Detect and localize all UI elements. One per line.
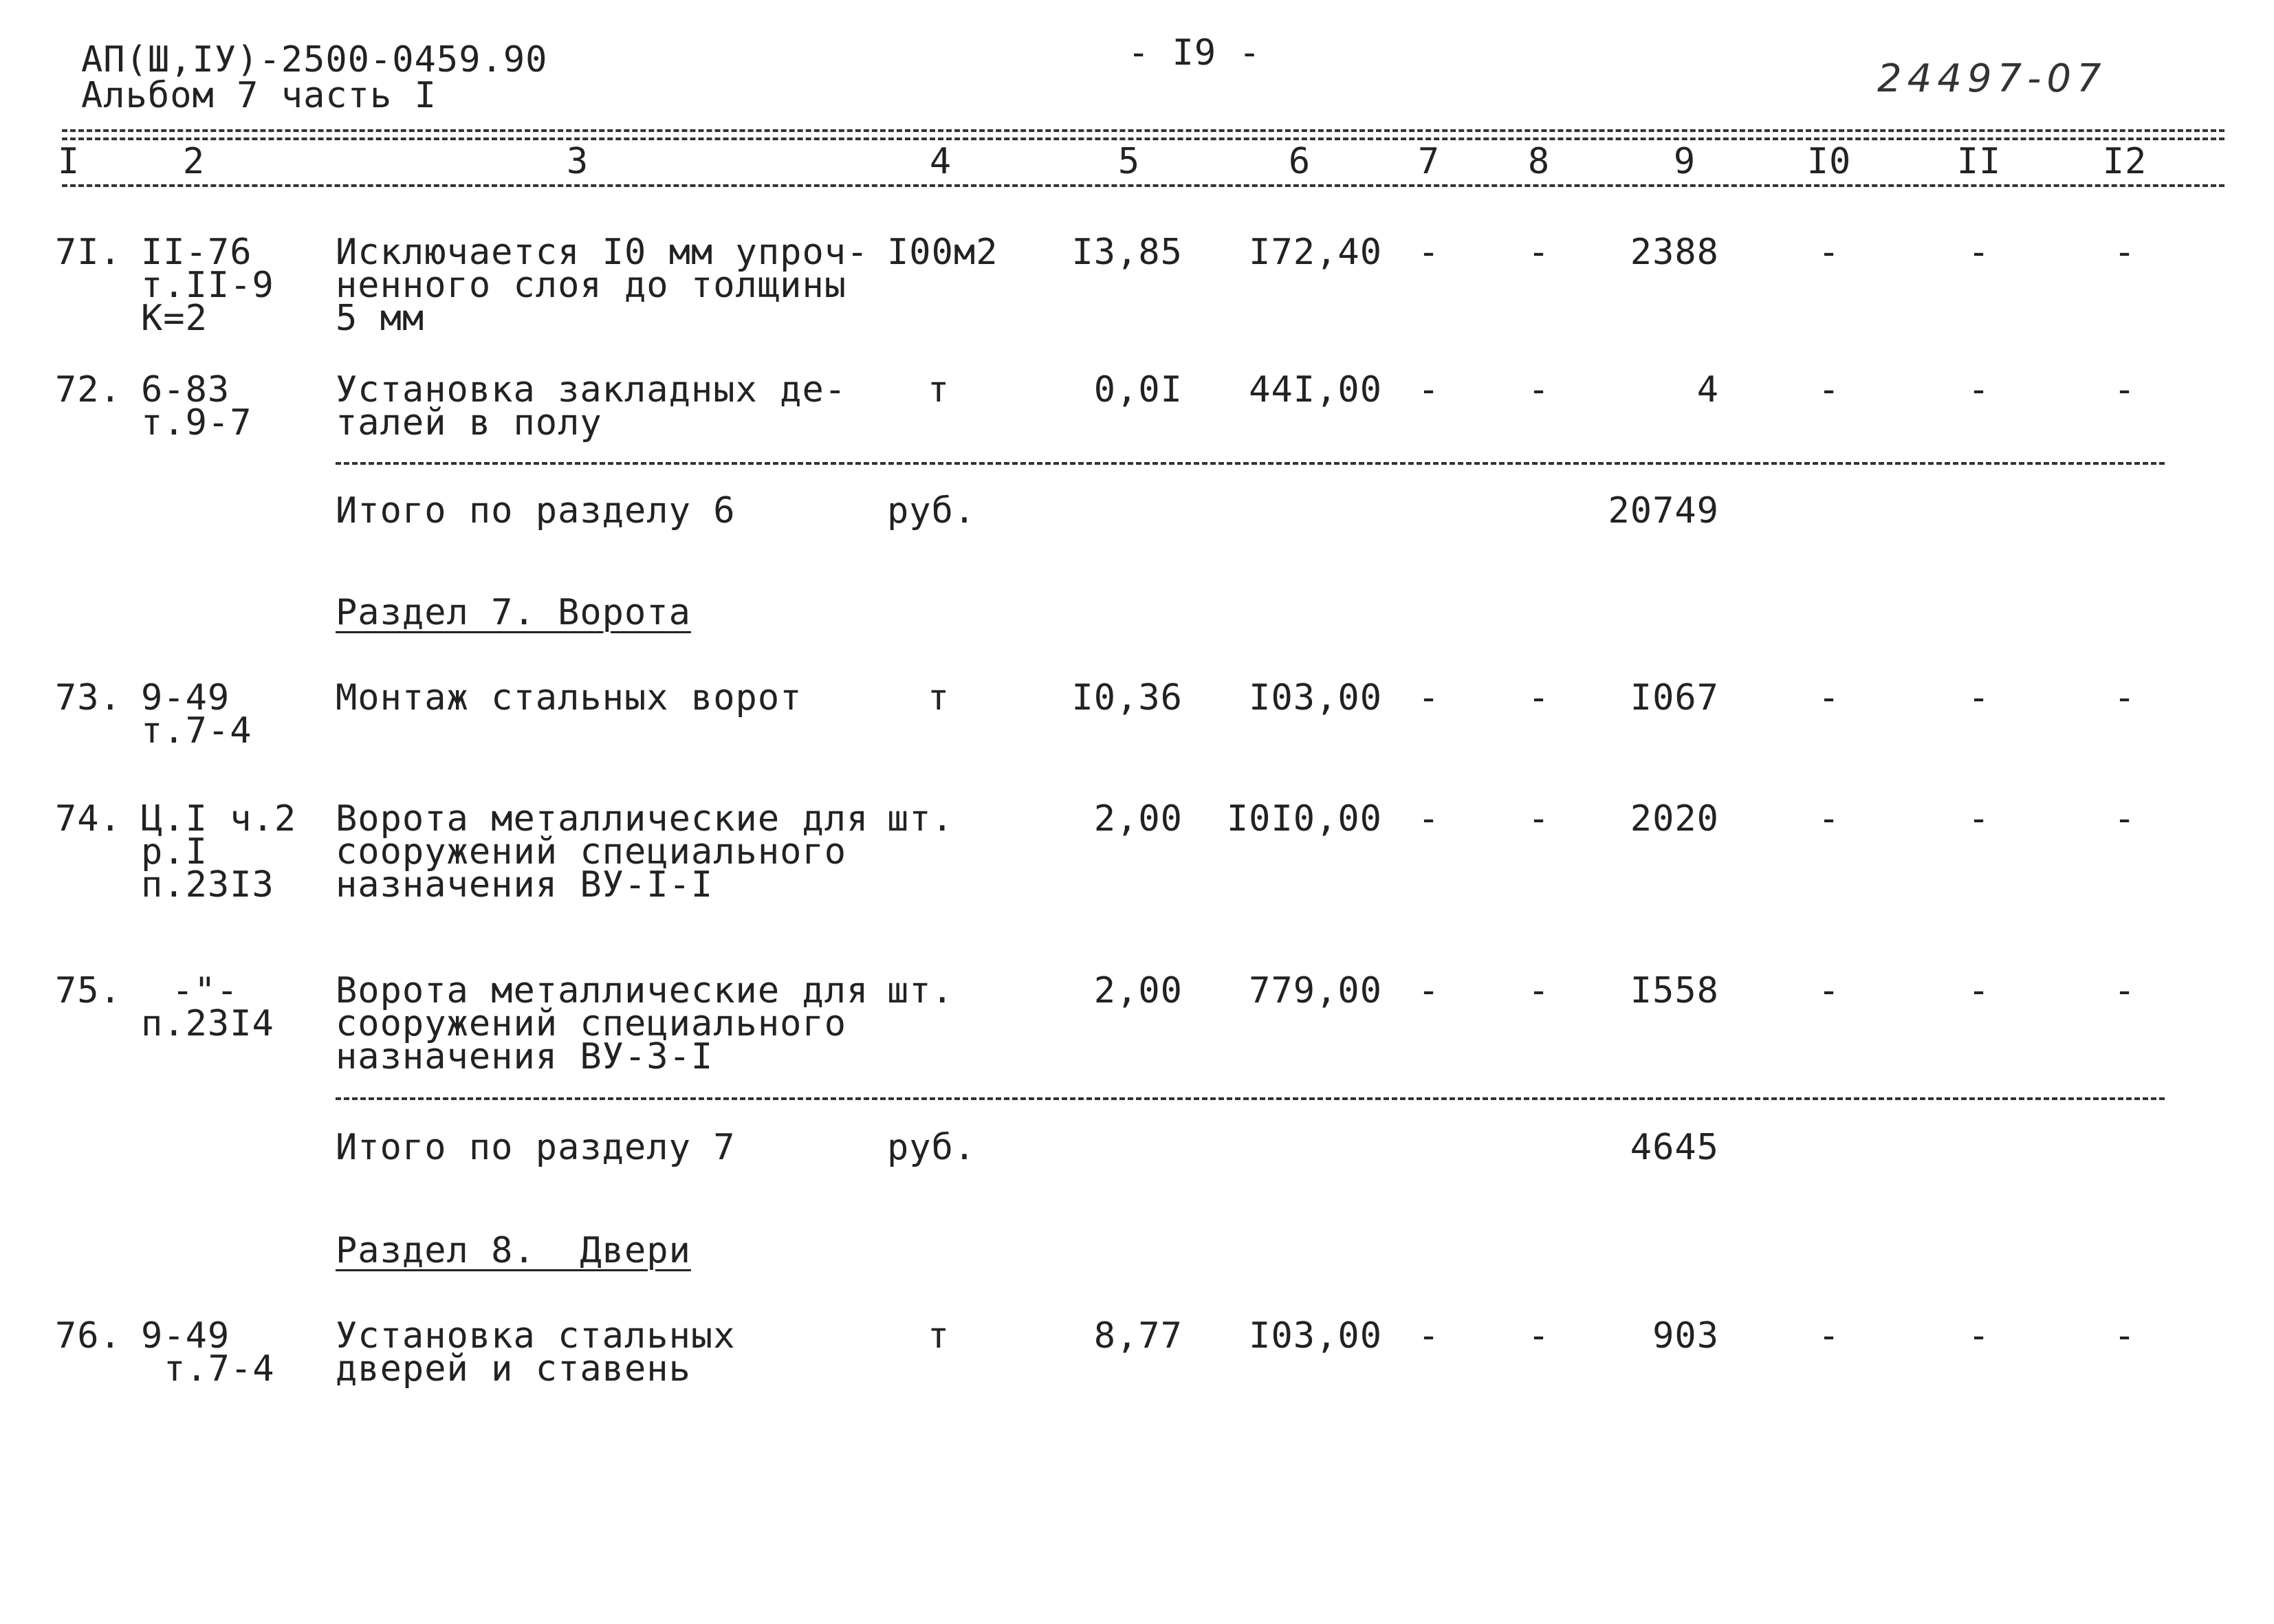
row-col11: - [1967, 1315, 1991, 1357]
header-top-line [62, 129, 2224, 132]
row-code-line: К=2 [141, 298, 208, 339]
row-col12: - [2113, 232, 2136, 273]
row-col11: - [1967, 798, 1991, 840]
row-code-line: т.7-4 [164, 1348, 275, 1390]
row-description-line: Ворота металлические для [336, 970, 869, 1011]
column-number: 7 [1417, 141, 1441, 182]
column-number: 2 [182, 141, 206, 182]
row-col7: - [1417, 369, 1441, 410]
doc-code: АП(Ш,IУ)-2500-0459.90 [81, 39, 548, 80]
column-number: I2 [2102, 141, 2147, 182]
column-number: I0 [1806, 141, 1852, 182]
section-title: Раздел 7. Ворота [336, 592, 691, 633]
row-description-line: сооружений специального [336, 1003, 847, 1044]
row-total: 2388 [1630, 232, 1719, 273]
row-col10: - [1817, 970, 1841, 1011]
row-description-line: талей в полу [336, 402, 602, 443]
row-total: I558 [1630, 970, 1719, 1011]
row-code-line: т.II-9 [141, 265, 274, 306]
row-col10: - [1817, 369, 1841, 410]
row-quantity: I0,36 [1071, 677, 1183, 718]
row-description-line: назначения ВУ-3-I [336, 1036, 714, 1077]
row-unit: т [927, 1315, 950, 1357]
column-number: 4 [929, 141, 952, 182]
row-col8: - [1527, 970, 1551, 1011]
row-total: 903 [1652, 1315, 1719, 1357]
row-col10: - [1817, 1315, 1841, 1357]
column-number: 9 [1673, 141, 1696, 182]
row-unit: шт. [887, 798, 954, 840]
column-number: 8 [1527, 141, 1551, 182]
row-total: 2020 [1630, 798, 1719, 840]
header-bottom-line [62, 184, 2224, 187]
section-title: Раздел 8. Двери [336, 1230, 691, 1271]
row-code-line: 9-49 [141, 1315, 230, 1357]
row-number: 74. [55, 798, 122, 840]
row-col8: - [1527, 798, 1551, 840]
row-col12: - [2113, 970, 2136, 1011]
subtotal-unit: руб. [887, 1127, 976, 1168]
row-description-line: сооружений специального [336, 831, 847, 873]
row-code-line: 9-49 [141, 677, 230, 718]
row-col12: - [2113, 798, 2136, 840]
row-total: I067 [1630, 677, 1719, 718]
row-unit: I00м2 [887, 232, 998, 273]
album-label: Альбом 7 часть I [81, 75, 437, 116]
subtotal-divider [336, 462, 2165, 465]
row-price: I03,00 [1249, 1315, 1382, 1357]
row-code-line: р.I [141, 831, 208, 873]
row-description-line: Исключается I0 мм упроч- [336, 232, 869, 273]
subtotal-total: 20749 [1608, 490, 1719, 531]
subtotal-unit: руб. [887, 490, 976, 531]
column-number: I [57, 141, 80, 182]
row-code-line: т.7-4 [141, 710, 252, 751]
row-number: 73. [55, 677, 122, 718]
row-price: I0I0,00 [1226, 798, 1382, 840]
row-description-line: 5 мм [336, 298, 425, 339]
row-unit: т [927, 677, 950, 718]
row-unit: шт. [887, 970, 954, 1011]
row-col8: - [1527, 677, 1551, 718]
column-number: II [1956, 141, 2002, 182]
row-code-line: 6-83 [141, 369, 230, 410]
subtotal-divider [336, 1097, 2165, 1100]
row-col8: - [1527, 369, 1551, 410]
row-number: 72. [55, 369, 122, 410]
row-col11: - [1967, 369, 1991, 410]
header-top-line-2 [62, 138, 2224, 140]
row-quantity: 2,00 [1093, 798, 1183, 840]
row-description-line: назначения ВУ-I-I [336, 864, 714, 906]
row-price: 44I,00 [1249, 369, 1382, 410]
subtotal-label: Итого по разделу 7 [336, 1127, 736, 1168]
row-code-line: п.23I4 [141, 1003, 274, 1044]
row-col7: - [1417, 970, 1441, 1011]
row-col12: - [2113, 1315, 2136, 1357]
row-description-line: дверей и ставень [336, 1348, 691, 1390]
column-number: 6 [1288, 141, 1311, 182]
subtotal-total: 4645 [1630, 1127, 1719, 1168]
row-code-line: т.9-7 [141, 402, 252, 443]
column-number: 5 [1117, 141, 1141, 182]
row-col12: - [2113, 677, 2136, 718]
row-price: I72,40 [1249, 232, 1382, 273]
row-quantity: 2,00 [1093, 970, 1183, 1011]
row-number: 75. [55, 970, 122, 1011]
row-col11: - [1967, 232, 1991, 273]
page-number: - I9 - [1128, 32, 1261, 74]
row-col11: - [1967, 970, 1991, 1011]
row-code-line: Ц.I ч.2 [141, 798, 297, 840]
row-col10: - [1817, 677, 1841, 718]
row-col10: - [1817, 232, 1841, 273]
row-col8: - [1527, 232, 1551, 273]
row-col10: - [1817, 798, 1841, 840]
row-col8: - [1527, 1315, 1551, 1357]
row-price: 779,00 [1249, 970, 1382, 1011]
row-col11: - [1967, 677, 1991, 718]
row-description-line: Ворота металлические для [336, 798, 869, 840]
handwritten-code: 24497-07 [1877, 56, 2107, 101]
row-number: 76. [55, 1315, 122, 1357]
row-col12: - [2113, 369, 2136, 410]
row-code-line: -"- [172, 970, 239, 1011]
subtotal-label: Итого по разделу 6 [336, 490, 736, 531]
row-quantity: 8,77 [1093, 1315, 1183, 1357]
row-description-line: Установка закладных де- [336, 369, 847, 410]
row-code-line: п.23I3 [141, 864, 274, 906]
row-quantity: I3,85 [1071, 232, 1183, 273]
row-number: 7I. [55, 232, 122, 273]
row-quantity: 0,0I [1093, 369, 1183, 410]
row-description-line: Монтаж стальных ворот [336, 677, 802, 718]
row-price: I03,00 [1249, 677, 1382, 718]
row-col7: - [1417, 677, 1441, 718]
row-description-line: Установка стальных [336, 1315, 736, 1357]
column-number: 3 [566, 141, 589, 182]
row-col7: - [1417, 232, 1441, 273]
row-description-line: ненного слоя до толщины [336, 265, 847, 306]
row-col7: - [1417, 1315, 1441, 1357]
row-col7: - [1417, 798, 1441, 840]
row-unit: т [927, 369, 950, 410]
row-code-line: II-76 [141, 232, 252, 273]
row-total: 4 [1696, 369, 1719, 410]
